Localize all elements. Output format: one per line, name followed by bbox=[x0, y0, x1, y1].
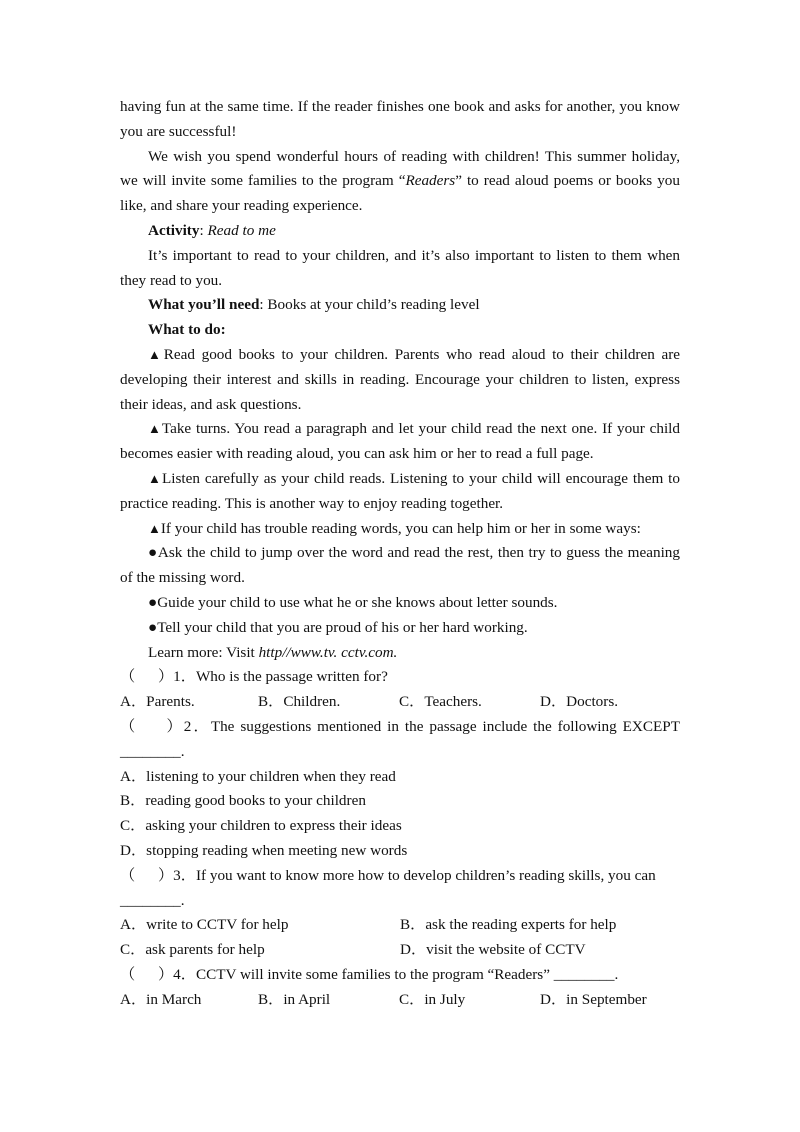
question-3-options-row1 bbox=[120, 913, 680, 938]
triangle-bullet-icon: ▲ bbox=[148, 520, 161, 536]
option-c[interactable]: C．ask parents for help bbox=[120, 941, 265, 959]
option-d[interactable]: D．Doctors. bbox=[540, 693, 619, 711]
option-c[interactable]: C．Teachers. bbox=[399, 693, 482, 711]
activity-label: Activity bbox=[148, 221, 200, 239]
need-line bbox=[120, 293, 680, 318]
todo-heading: What to do: bbox=[148, 321, 226, 339]
triangle-bullet-icon: ▲ bbox=[148, 470, 162, 486]
question-1-options bbox=[120, 690, 680, 715]
activity-value: Read to me bbox=[207, 221, 276, 239]
option-a[interactable]: A．write to CCTV for help bbox=[120, 916, 289, 934]
document-page bbox=[120, 95, 680, 1012]
program-name: Readers bbox=[405, 172, 456, 190]
question-4-options bbox=[120, 988, 680, 1013]
answer-blank[interactable]: （ ）1． bbox=[120, 668, 196, 686]
option-b[interactable]: B．ask the reading experts for help bbox=[400, 916, 617, 934]
question-2: （ ）2．The suggestions mentioned in the passage include the following EXCEPT ________. bbox=[120, 717, 680, 760]
option-c[interactable]: C．asking your children to express their ideas bbox=[120, 817, 402, 835]
option-d[interactable]: D．stopping reading when meeting new words bbox=[120, 841, 408, 859]
dot-bullet-icon: ● bbox=[148, 618, 158, 636]
dot-bullet-icon: ● bbox=[148, 544, 158, 562]
option-c[interactable]: C．in July bbox=[399, 990, 466, 1008]
sub-tip-item: ●Guide your child to use what he or she knows about letter sounds. bbox=[148, 593, 558, 611]
activity-line: Activity: Read to me bbox=[148, 221, 276, 239]
learn-more-line: Learn more: Visit http//www.tv. cctv.com. bbox=[148, 643, 398, 661]
need-label: What you’ll need bbox=[148, 296, 260, 314]
tip-item: ▲Read good books to your children. Parents who read aloud to their children are developing their interest and skills in reading. Encourage your children to listen, express their ideas, and ask questions. bbox=[120, 345, 680, 413]
question-1: （ ）1．Who is the passage written for? bbox=[120, 668, 388, 686]
learn-more-link[interactable]: http//www.tv. cctv.com. bbox=[258, 643, 398, 661]
question-3: （ ）3．If you want to know more how to develop children’s reading skills, you can ________. bbox=[120, 866, 656, 909]
tip-item: ▲If your child has trouble reading words, you can help him or her in some ways: bbox=[148, 519, 641, 537]
sub-tip-item: ●Ask the child to jump over the word and read the rest, then try to guess the meaning of the missing word. bbox=[120, 544, 680, 587]
answer-blank[interactable]: （ ）3． bbox=[120, 866, 196, 884]
option-a[interactable]: A．Parents. bbox=[120, 693, 195, 711]
dot-bullet-icon: ● bbox=[148, 593, 158, 611]
option-d[interactable]: D．in September bbox=[540, 990, 647, 1008]
option-b[interactable]: B．reading good books to your children bbox=[120, 792, 366, 810]
answer-blank[interactable]: （ ）4． bbox=[120, 965, 196, 983]
option-b[interactable]: B．Children. bbox=[258, 693, 341, 711]
option-b[interactable]: B．in April bbox=[258, 990, 331, 1008]
triangle-bullet-icon: ▲ bbox=[148, 346, 164, 362]
question-3-options-row2 bbox=[120, 938, 680, 963]
paragraph-invitation: We wish you spend wonderful hours of reading with children! This summer holiday, we will invite some families to the program “Readers” to read aloud poems or books you like, and share your reading experience. bbox=[120, 147, 680, 215]
sub-tip-item: ●Tell your child that you are proud of his or her hard working. bbox=[148, 618, 528, 636]
triangle-bullet-icon: ▲ bbox=[148, 421, 162, 437]
tip-item: ▲Take turns. You read a paragraph and let your child read the next one. If your child becomes easier with reading aloud, you can ask him or her to read a full page. bbox=[120, 420, 680, 463]
paragraph-importance: It’s important to read to your children, and it’s also important to listen to them when they read to you. bbox=[120, 246, 680, 289]
need-value: : Books at your child’s reading level bbox=[259, 296, 480, 314]
paragraph-intro-end: having fun at the same time. If the reader finishes one book and asks for another, you know you are successful! bbox=[120, 98, 680, 140]
question-4: （ ）4．CCTV will invite some families to the program “Readers” ________. bbox=[120, 965, 619, 983]
option-a[interactable]: A．listening to your children when they read bbox=[120, 767, 396, 785]
answer-blank[interactable]: （ ）2． bbox=[120, 717, 211, 735]
tip-item: ▲Listen carefully as your child reads. Listening to your child will encourage them to practice reading. This is another way to enjoy reading together. bbox=[120, 469, 680, 512]
option-a[interactable]: A．in March bbox=[120, 990, 202, 1008]
option-d[interactable]: D．visit the website of CCTV bbox=[400, 941, 586, 959]
